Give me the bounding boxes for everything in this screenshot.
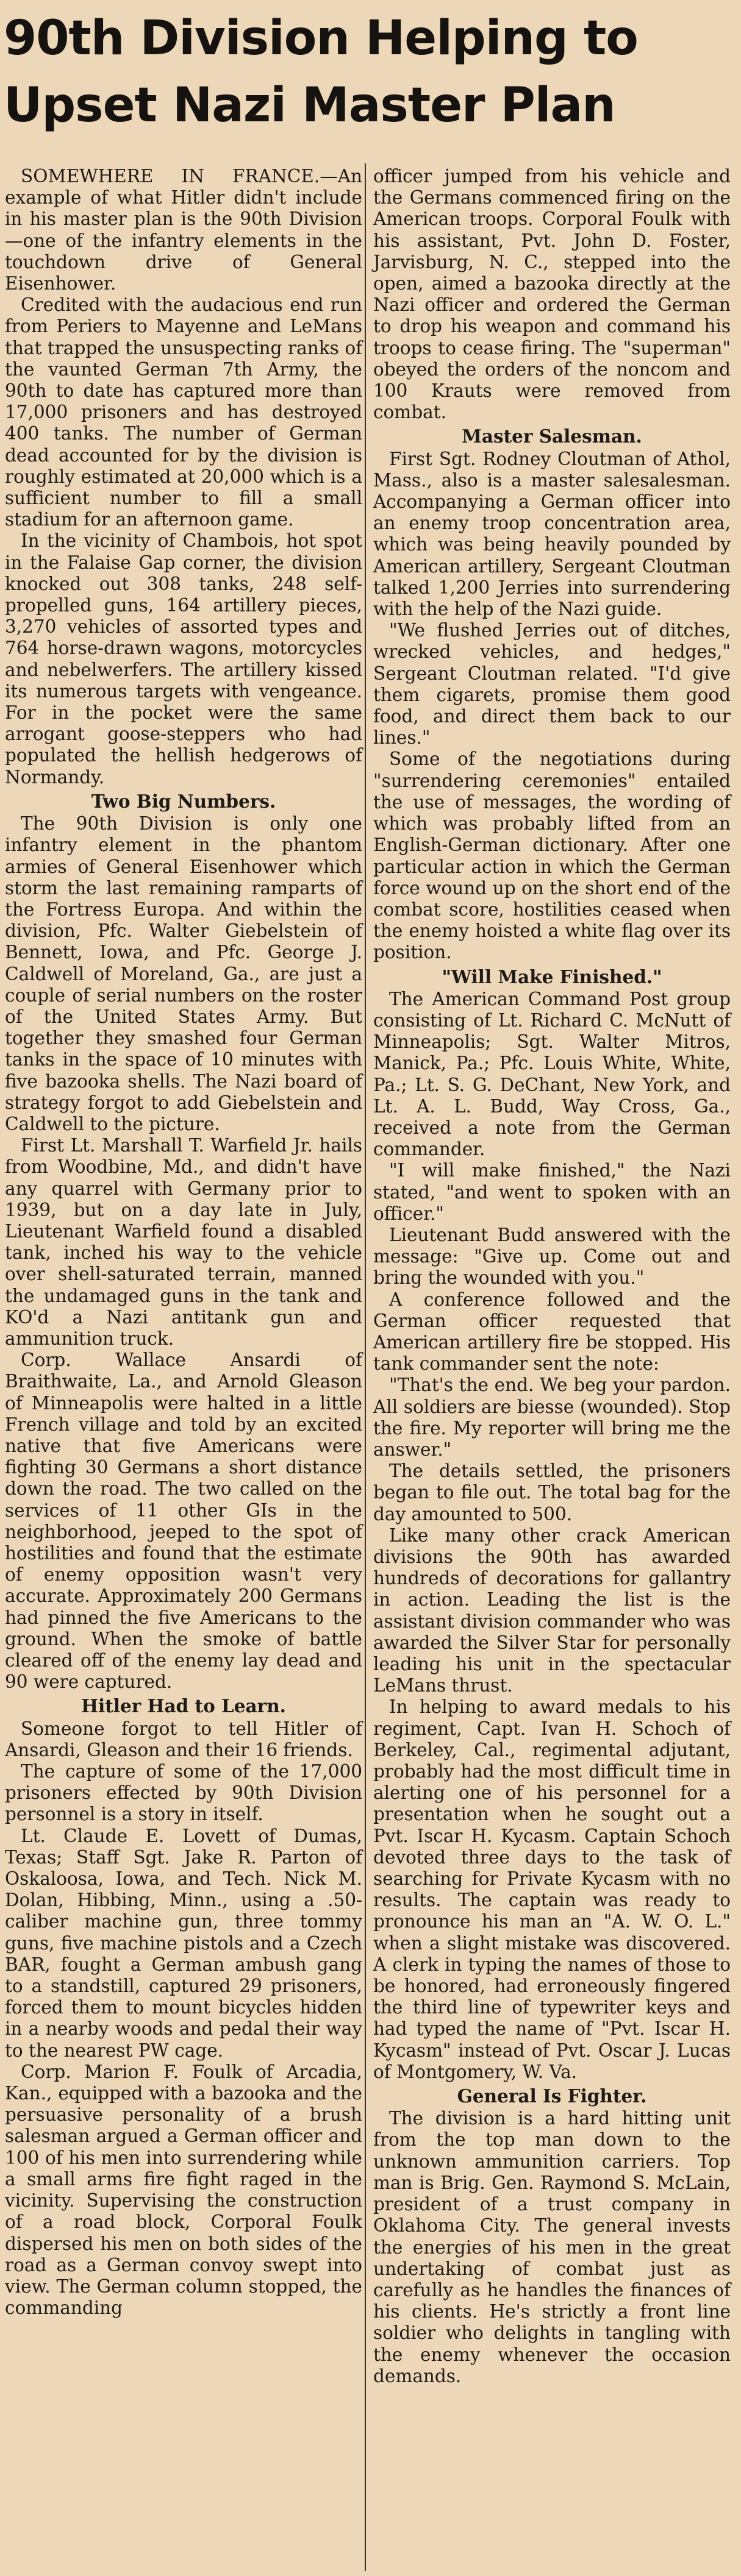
- paragraph: Lieutenant Budd answered with the message: "Give up. Come out and bring the wounded with you.": [373, 1224, 731, 1289]
- paragraph: The details settled, the prisoners began to file out. The total bag for the day amounted to 500.: [373, 1461, 731, 1525]
- subhead: Hitler Had to Learn.: [81, 1695, 286, 1717]
- paragraph: Some of the negotiations during "surrendering ceremonies" entailed the use of messages, the wording of which was probably lifted from an English-German dictionary. After one particular action in which the German force wound up on the short end of the combat score, hostilities ceased when the enemy hoisted a white flag over its position.: [373, 749, 731, 963]
- paragraph: Corp. Wallace Ansardi of Braithwaite, La., and Arnold Gleason of Minneapolis were halted in a little French village and told by an excited native that five Americans were fighting 30 Germans a short distance down the road. The two called on the services of 11 other GIs in the neighborhood, jeeped to the spot of hostilities and found that the estimate of enemy opposition wasn't very accurate. Approximately 200 Germans had pinned the five Americans to the ground. When the smoke of battle cleared off of the enemy lay dead and 90 were captured.: [5, 1350, 362, 1693]
- paragraph: The American Command Post group consisting of Lt. Richard C. McNutt of Minneapolis; Sgt. Walter Mitros, Manick, Pa.; Pfc. Louis White, White, Pa.; Lt. S. G. DeChant, New York, and Lt. A. L. Budd, Way Cross, Ga., received a note from the German commander.: [373, 988, 731, 1160]
- paragraph: In the vicinity of Chambois, hot spot in the Falaise Gap corner, the division knocked out 308 tanks, 248 self-propelled guns, 164 artillery pieces, 3,270 vehicles of assorted types and 764 horse-drawn wagons, motorcycles and nebelwerfers. The artillery kissed its numerous targets with vengeance. For in the pocket were the same arrogant goose-steppers who had populated the hellish hedgerows of Normandy.: [5, 530, 362, 788]
- paragraph: "That's the end. We beg your pardon. All soldiers are biesse (wounded). Stop the fire. My reporter will bring me the answer.": [373, 1375, 731, 1460]
- right-column: [373, 166, 731, 2387]
- paragraph: Lt. Claude E. Lovett of Dumas, Texas; Staff Sgt. Jake R. Parton of Oskaloosa, Iowa, and Tech. Nick M. Dolan, Hibbing, Minn., using a .50-caliber machine gun, three tommy guns, five machine pistols and a Czech BAR, fought a German ambush gang to a standstill, captured 29 prisoners, forced them to mount bicycles hidden in a nearby woods and pedal their way to the nearest PW cage.: [5, 1825, 362, 2061]
- paragraph: A conference followed and the German officer requested that American artillery fire be stopped. His tank commander sent the note:: [373, 1289, 731, 1375]
- paragraph: "I will make finished," the Nazi stated, "and went to spoken with an officer.": [373, 1160, 731, 1224]
- paragraph: Someone forgot to tell Hitler of Ansardi, Gleason and their 16 friends.: [5, 1718, 362, 1760]
- headline: 90th Division Helping to Upset Nazi Master Plan: [4, 11, 638, 133]
- paragraph: The capture of some of the 17,000 prisoners effected by 90th Division personnel is a story in itself.: [5, 1761, 362, 1825]
- column-divider: [365, 163, 366, 2571]
- paragraph: Like many other crack American divisions the 90th has awarded hundreds of decorations for gallantry in action. Leading the list is the assistant division commander who was awarded the Silver Star for personally leading his unit in the spectacular LeMans thrust.: [373, 1525, 731, 1696]
- subhead: General Is Fighter.: [457, 2085, 647, 2107]
- paragraph: The 90th Division is only one infantry element in the phantom armies of General Eisenhower which storm the last remaining ramparts of the Fortress Europa. And within the division, Pfc. Walter Giebelstein of Bennett, Iowa, and Pfc. George J. Caldwell of Moreland, Ga., are just a couple of serial numbers on the roster of the United States Army. But together they smashed four German tanks in the space of 10 minutes with five bazooka shells. The Nazi board of strategy forgot to add Giebelstein and Caldwell to the picture.: [5, 813, 362, 1134]
- paragraph: "We flushed Jerries out of ditches, wrecked vehicles, and hedges," Sergeant Cloutman related. "I'd give them cigarets, promise them good food, and direct them back to our lines.": [373, 620, 731, 749]
- paragraph: First Sgt. Rodney Cloutman of Athol, Mass., also is a master salesalesman. Accompanying a German officer into an enemy troop concentration area, which was being heavily pounded by American artillery, Sergeant Cloutman talked 1,200 Jerries into surrendering with the help of the Nazi guide.: [373, 448, 731, 620]
- paragraph: Credited with the audacious end run from Periers to Mayenne and LeMans that trapped the unsuspecting ranks of the vaunted German 7th Army, the 90th to date has captured more than 17,000 prisoners and has destroyed 400 tanks. The number of German dead accounted for by the division is roughly estimated at 20,000 which is a sufficient number to fill a small stadium for an afternoon game.: [5, 294, 362, 530]
- subhead: Two Big Numbers.: [91, 790, 276, 812]
- subhead: "Will Make Finished.": [442, 966, 662, 987]
- left-column: [5, 166, 362, 2319]
- paragraph: Corp. Marion F. Foulk of Arcadia, Kan., equipped with a bazooka and the persuasive personality of a brush salesman argued a German officer and 100 of his men into surrendering while a small arms fire fight raged in the vicinity. Supervising the construction of a road block, Corporal Foulk dispersed his men on both sides of the road as a German convoy swept into view. The German column stopped, the commanding: [5, 2061, 362, 2319]
- paragraph: The division is a hard hitting unit from the top man down to the unknown ammunition carriers. Top man is Brig. Gen. Raymond S. McLain, president of a trust company in Oklahoma City. The general invests the energies of his men in the great undertaking of combat just as carefully as he handles the finances of his clients. He's strictly a front line soldier who delights in tangling with the enemy whenever the occasion demands.: [373, 2108, 731, 2386]
- paragraph: First Lt. Marshall T. Warfield Jr. hails from Woodbine, Md., and didn't have any quarrel with Germany prior to 1939, but on a day late in July, Lieutenant Warfield found a disabled tank, inched his way to the vehicle over shell-saturated terrain, manned the undamaged guns in the tank and KO'd a Nazi antitank gun and ammunition truck.: [5, 1135, 362, 1349]
- paragraph: SOMEWHERE IN FRANCE.—An example of what Hitler didn't include in his master plan is the 90th Division—one of the infantry elements in the touchdown drive of General Eisenhower.: [5, 166, 362, 294]
- paragraph: officer jumped from his vehicle and the Germans commenced firing on the American troops. Corporal Foulk with his assistant, Pvt. John D. Foster, Jarvisburg, N. C., stepped into the open, aimed a bazooka directly at the Nazi officer and ordered the German to drop his weapon and command his troops to cease firing. The "superman" obeyed the orders of the noncom and 100 Krauts were removed from combat.: [373, 166, 731, 423]
- subhead: Master Salesman.: [462, 425, 642, 447]
- paragraph: In helping to award medals to his regiment, Capt. Ivan H. Schoch of Berkeley, Cal., regimental adjutant, probably had the most difficult time in alerting one of his personnel for a presentation when he sought out a Pvt. Iscar H. Kycasm. Captain Schoch devoted three days to the task of searching for Private Kycasm with no results. The captain was ready to pronounce his man an "A. W. O. L." when a slight mistake was discovered. A clerk in typing the names of those to be honored, had erroneously fingered the third line of typewriter keys and had typed the name of "Pvt. Iscar H. Kycasm" instead of Pvt. Oscar J. Lucas of Montgomery, W. Va.: [373, 1696, 731, 2082]
